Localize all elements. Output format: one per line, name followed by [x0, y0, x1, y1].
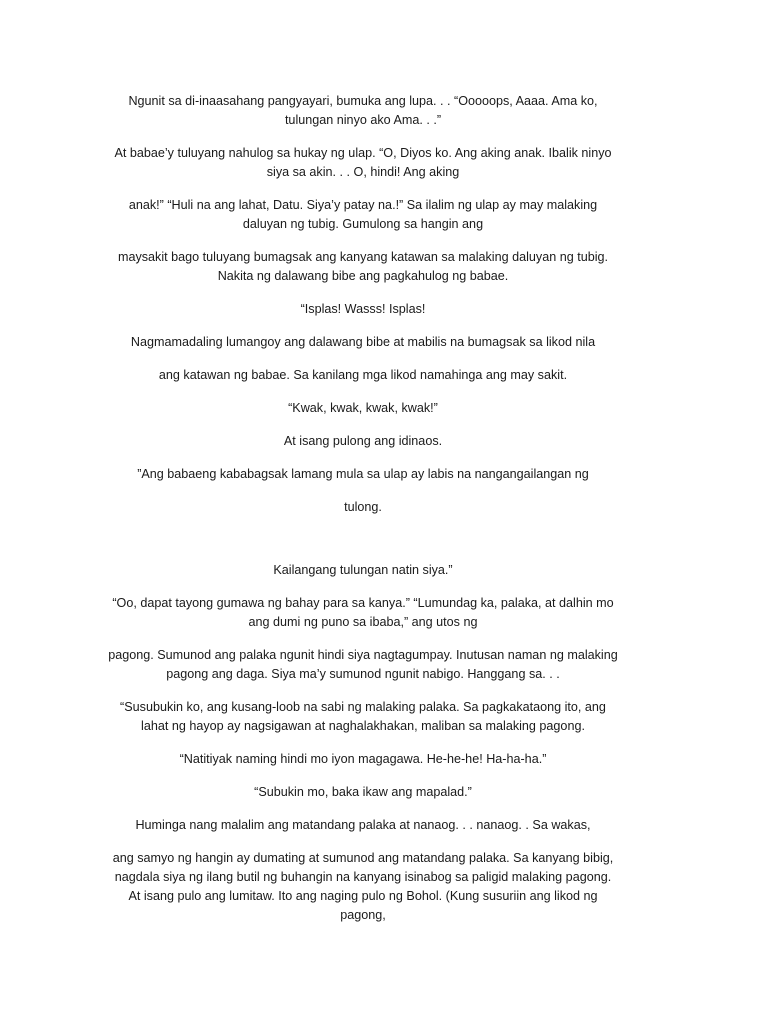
- paragraph-2: At babae’y tuluyang nahulog sa hukay ng ulap. “O, Diyos ko. Ang aking anak. Ibalik ninyo siya sa akin. . . O, hindi! Ang aking: [114, 146, 612, 179]
- paragraph-3: anak!” “Huli na ang lahat, Datu. Siya’y patay na.!” Sa ilalim ng ulap ay may malaking daluyan ng tubig. Gumulong sa hangin ang: [128, 198, 598, 231]
- paragraph-10: ”Ang babaeng kababagsak lamang mula sa ulap ay labis na nangangailangan ng: [137, 467, 589, 481]
- paragraph-15: “Susubukin ko, ang kusang-loob na sabi ng malaking palaka. Sa pagkakataong ito, ang lahat ng hayop ay nagsigawan at naghalakhakan, maliban sa malaking pagong.: [120, 700, 606, 733]
- paragraph-18: Huminga nang malalim ang matandang palaka at nanaog. . . nanaog. . Sa wakas,: [135, 818, 591, 832]
- paragraph-9: At isang pulong ang idinaos.: [283, 434, 443, 448]
- paragraph-8: “Kwak, kwak, kwak, kwak!”: [288, 401, 438, 415]
- paragraph-1: Ngunit sa di-inaasahang pangyayari, bumuka ang lupa. . . “Ooooops, Aaaa. Ama ko, tulungan ninyo ako Ama. . .”: [128, 94, 598, 127]
- paragraph-13: “Oo, dapat tayong gumawa ng bahay para sa kanya.” “Lumundag ka, palaka, at dalhin mo ang dumi ng puno sa ibaba,” ang utos ng: [112, 596, 614, 629]
- paragraph-14: pagong. Sumunod ang palaka ngunit hindi siya nagtagumpay. Inutusan naman ng malaking pagong ang daga. Siya ma’y sumunod ngunit nabigo. Hanggang sa. . .: [108, 648, 618, 681]
- story-text-column: [108, 92, 618, 939]
- paragraph-5: “Isplas! Wasss! Isplas!: [300, 302, 426, 316]
- paragraph-6: Nagmamadaling lumangoy ang dalawang bibe at mabilis na bumagsak sa likod nila: [130, 335, 596, 349]
- paragraph-19: ang samyo ng hangin ay dumating at sumunod ang matandang palaka. Sa kanyang bibig, nagdala siya ng ilang butil ng buhangin na kanyang isinabog sa paligid malaking pagong. At isang pulo ang lumitaw. Ito ang naging pulo ng Bohol. (Kung susuriin ang likod ng pagong,: [112, 851, 614, 922]
- paragraph-7: ang katawan ng babae. Sa kanilang mga likod namahinga ang may sakit.: [158, 368, 568, 382]
- paragraph-11: tulong.: [344, 500, 382, 514]
- paragraph-4: maysakit bago tuluyang bumagsak ang kanyang katawan sa malaking daluyan ng tubig. Nakita ng dalawang bibe ang pagkahulog ng babae.: [117, 250, 609, 283]
- paragraph-12: Kailangang tulungan natin siya.”: [273, 563, 453, 577]
- paragraph-16: “Natitiyak naming hindi mo iyon magagawa. He-he-he! Ha-ha-ha.”: [179, 752, 547, 766]
- paragraph-17: “Subukin mo, baka ikaw ang mapalad.”: [254, 785, 472, 799]
